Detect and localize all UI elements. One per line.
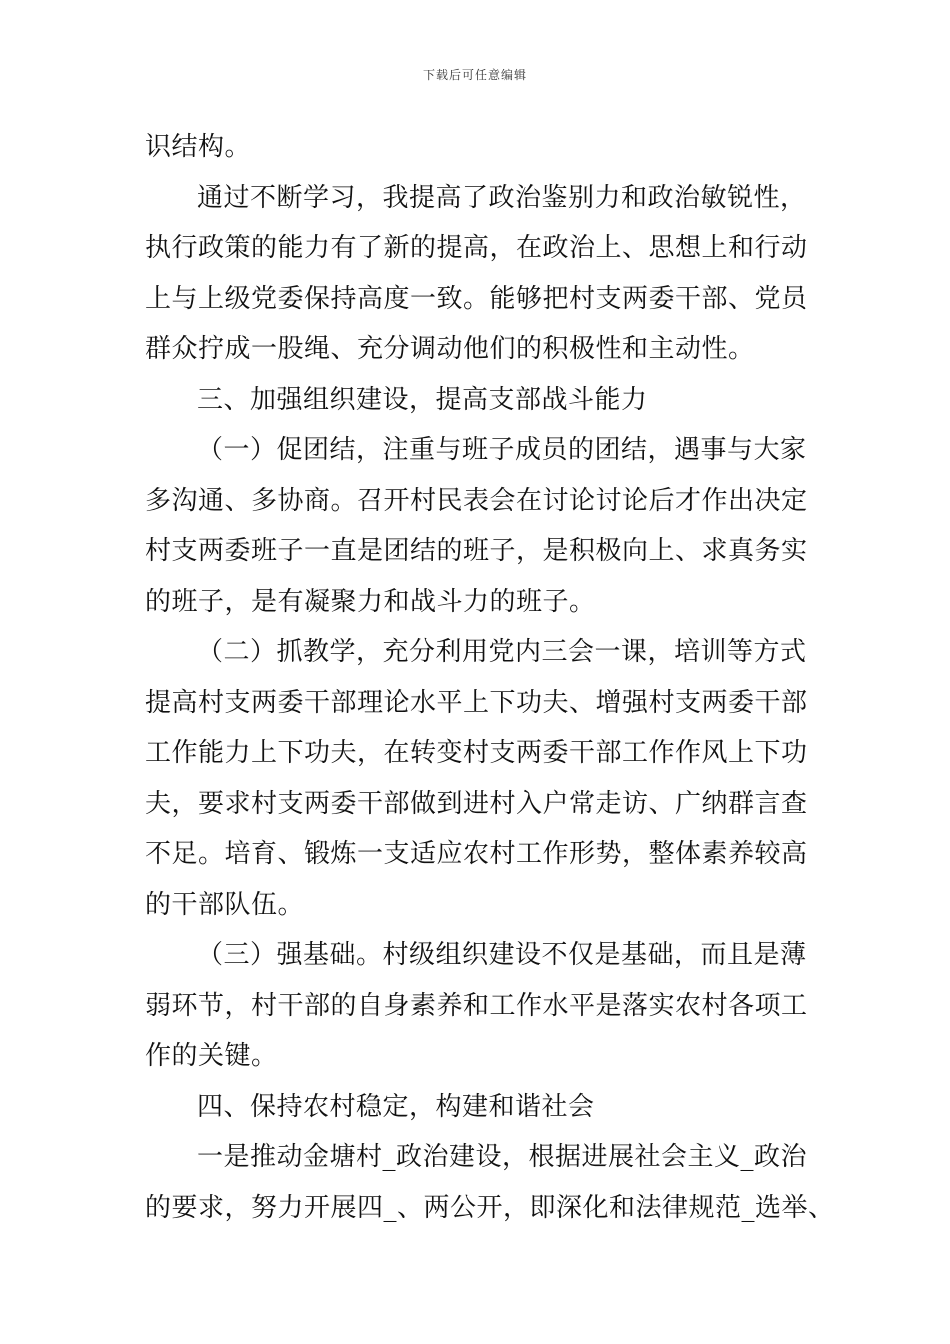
text-line: 不足。培育、锻炼一支适应农村工作形势，整体素养较高 [145, 839, 808, 869]
text-line: 弱环节，村干部的自身素养和工作水平是落实农村各项工 [145, 990, 808, 1021]
text-line: 的干部队伍。 [145, 889, 305, 920]
text-line: 夫，要求村支两委干部做到进村入户常走访、广纳群言查 [145, 788, 808, 819]
text-line: 工作能力上下功夫，在转变村支两委干部工作作风上下功 [145, 738, 808, 768]
text-line: （三）强基础。村级组织建设不仅是基础，而且是薄 [197, 940, 807, 970]
text-line: 作的关键。 [145, 1041, 278, 1071]
text-line: （二）抓教学，充分利用党内三会一课，培训等方式 [197, 637, 807, 667]
text-line: 执行政策的能力有了新的提高，在政治上、思想上和行动 [145, 233, 808, 263]
text-line: 四、保持农村稳定，构建和谐社会 [197, 1091, 595, 1122]
page-header: 下载后可任意编辑 [422, 68, 527, 82]
text-line: 三、加强组织建设，提高支部战斗能力 [197, 384, 648, 415]
text-line: 的要求，努力开展四_、两公开，即深化和法律规范_选举、 [145, 1192, 835, 1223]
text-line: 通过不断学习，我提高了政治鉴别力和政治敏锐性， [197, 182, 807, 213]
text-line: 上与上级党委保持高度一致。能够把村支两委干部、党员 [145, 283, 808, 314]
text-line: 一是推动金塘村_政治建设，根据进展社会主义_政治 [197, 1142, 808, 1172]
text-line: 村支两委班子一直是团结的班子，是积极向上、求真务实 [145, 536, 808, 566]
text-line: 多沟通、多协商。召开村民表会在讨论讨论后才作出决定 [145, 485, 808, 516]
text-line: 群众拧成一股绳、充分调动他们的积极性和主动性。 [145, 334, 755, 364]
text-line: 的班子，是有凝聚力和战斗力的班子。 [145, 586, 596, 617]
text-line: 识结构。 [145, 132, 252, 162]
text-line: （一）促团结，注重与班子成员的团结，遇事与大家 [197, 435, 807, 465]
text-line: 提高村支两委干部理论水平上下功夫、增强村支两委干部 [145, 687, 808, 718]
document-body [145, 128, 835, 1239]
